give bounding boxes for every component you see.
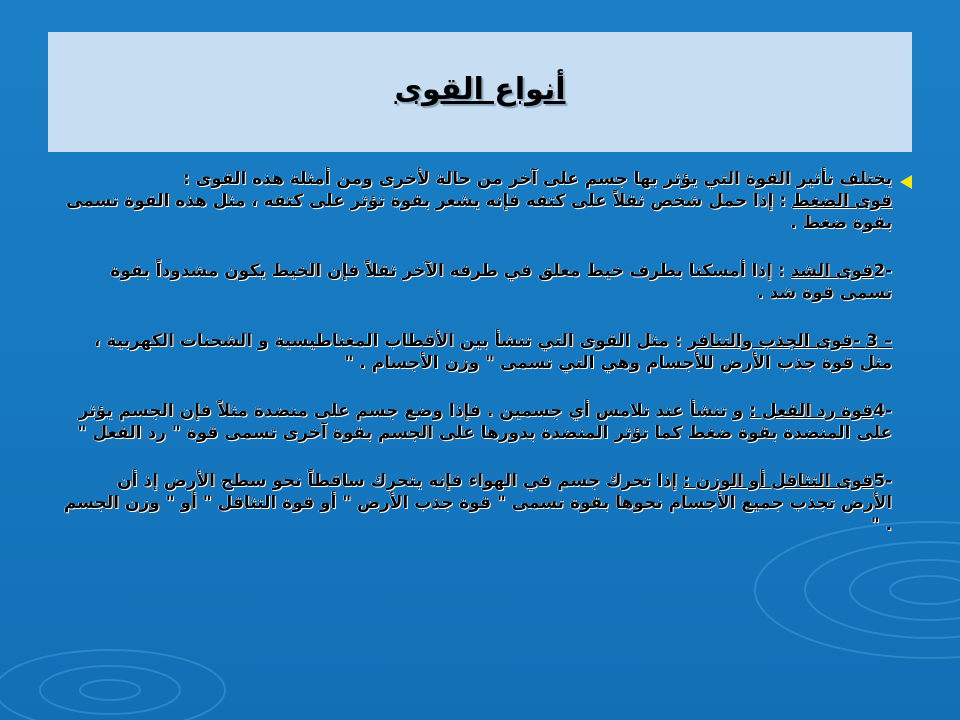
tension-forces-text: : إذا أمسكنا بطرف خيط معلق في طرفه الآخر ثقلاً فإن الخيط يكون مشدوداً بقوة تسمى قوة شد . — [110, 261, 892, 303]
tension-forces-term: قوى الشد — [790, 261, 874, 281]
gravity-weight-item — [60, 470, 892, 536]
reaction-force-item — [60, 400, 892, 444]
item-number: – 3 - — [852, 331, 892, 351]
reaction-force-text: و تنشأ عند تلامس أي جسمين . فإذا وضع جسم على منضدة مثلاً فإن الجسم يؤثر على المنضدة بقوة ضغط كما تؤثر المنضدة بدورها على الجسم بقوة آخرى تسمى قوة " رد الفعل " — [77, 401, 892, 443]
attraction-repulsion-term: قوى الجذب والتنافر — [687, 331, 853, 351]
item-number: -4 — [873, 401, 892, 421]
tension-forces-item — [60, 260, 892, 304]
compression-forces-term: قوى الضغط — [791, 191, 892, 211]
reaction-force-term: قوة رد الفعل : — [748, 401, 874, 421]
attraction-repulsion-text: : مثل القوى التي تنشأ بين الأقطاب المغناطيسية و الشحنات الكهربية ، مثل قوة جذب الأرض للأجسام وهي التي تسمى " وزن الأجسام . " — [93, 331, 892, 373]
slide-title: أنواع القوى — [394, 72, 566, 107]
slide-body — [60, 168, 892, 536]
compression-forces-text: : إذا حمل شخص ثقلاً على كتفه فإنه يشعر بقوة تؤثر على كتفه ، مثل هذه القوة تسمى بقوة ضغط . — [65, 191, 892, 233]
item-number: -5 — [873, 471, 892, 491]
item-number: -2 — [873, 261, 892, 281]
attraction-repulsion-item — [60, 330, 892, 374]
gravity-weight-text: إذا تحرك جسم في الهواء فإنه يتحرك ساقطاً نحو سطح الأرض إذ أن الأرض تجذب جميع الأجسام نحوها بقوة تسمى " قوة جذب الأرض " أو قوة التثاقل " أو " وزن الجسم . " — [63, 471, 892, 535]
gravity-weight-term: قوى التثاقل أو الوزن : — [682, 471, 874, 491]
intro-text — [60, 168, 892, 234]
intro-sentence: يختلف تأثير القوة التي يؤثر بها جسم على آخر من حالة لأخرى ومن أمثلة هذه القوى : — [182, 169, 892, 189]
arrowhead-bullet-icon — [900, 175, 912, 189]
